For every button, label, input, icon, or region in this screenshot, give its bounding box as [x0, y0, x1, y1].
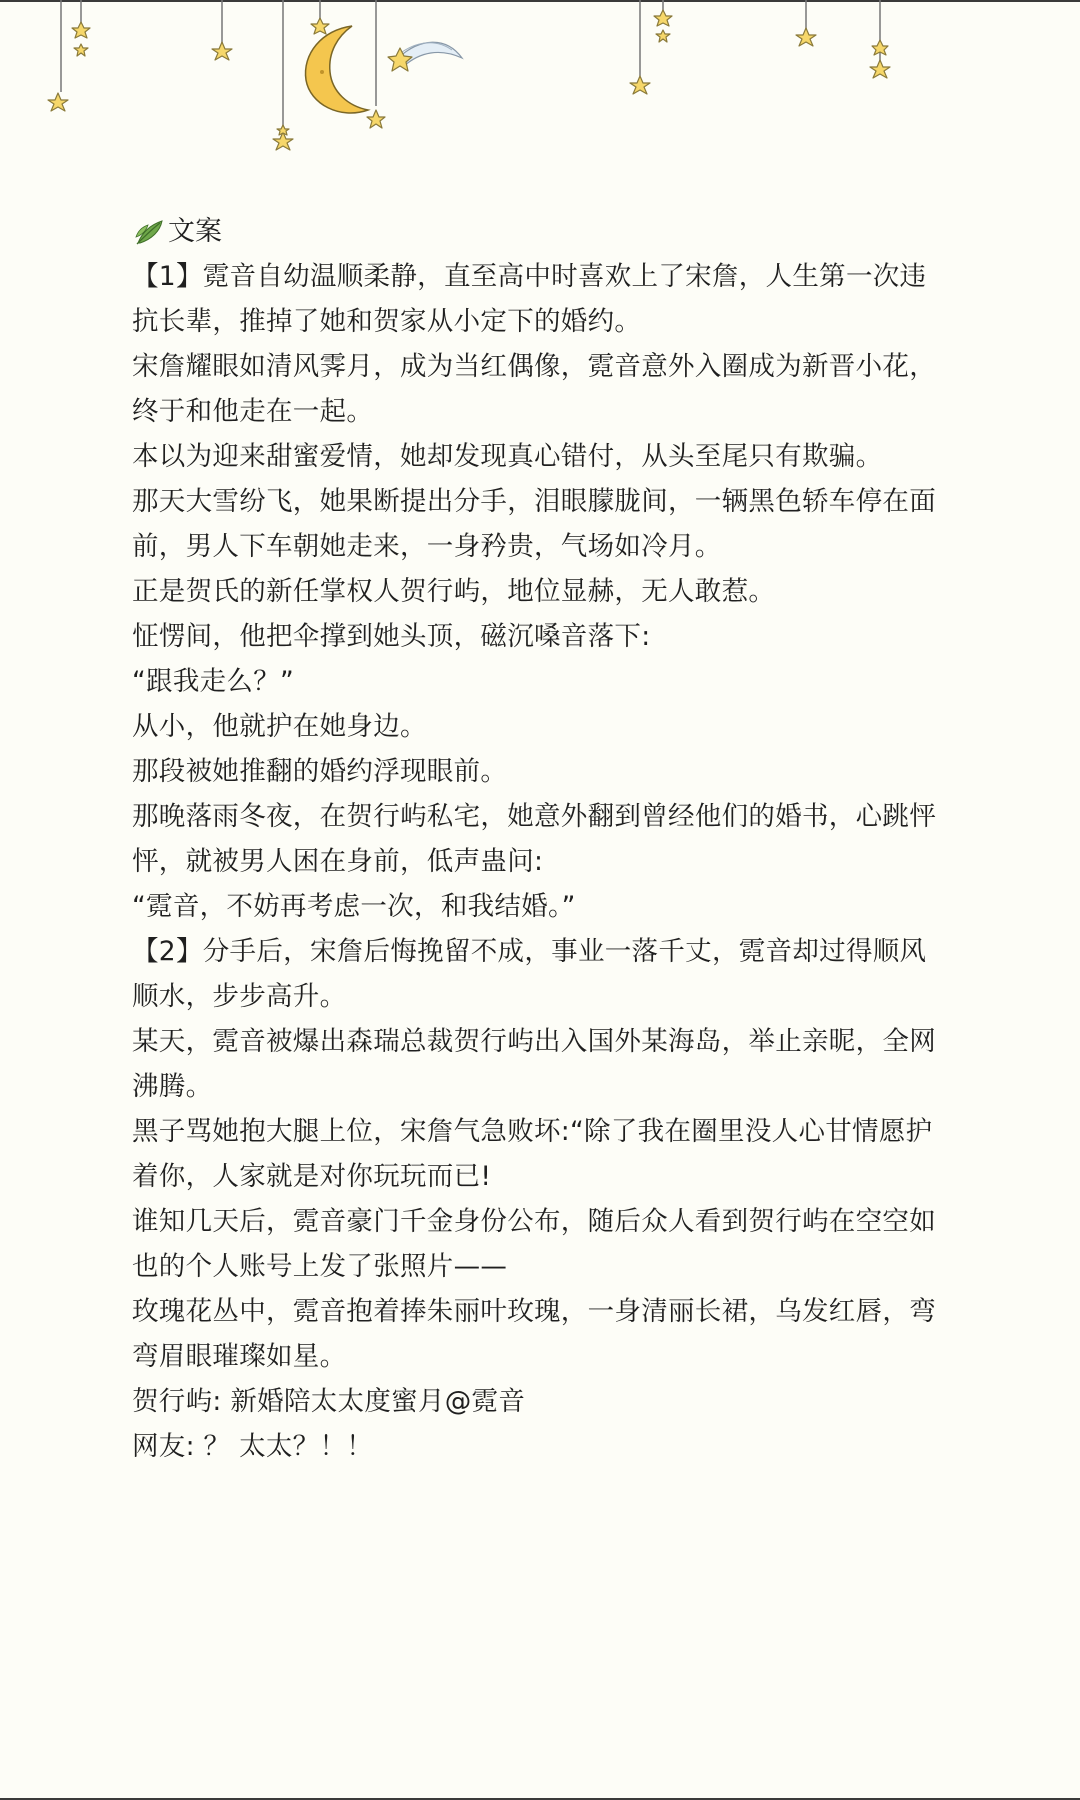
text-content: [132, 210, 952, 1469]
crescent-moon-icon: [305, 26, 368, 113]
paragraph: 那天大雪纷飞，她果断提出分手，泪眼朦胧间，一辆黑色轿车停在面前，男人下车朝她走来，一身矜贵，气场如冷月。: [132, 486, 936, 562]
section-heading: [132, 210, 952, 254]
hanging-star-icon: [630, 76, 650, 94]
paragraph: “跟我走么？”: [132, 666, 295, 697]
shooting-star-icon: [388, 42, 462, 71]
hanging-star-icon: [48, 93, 68, 111]
hanging-star-icon: [654, 10, 672, 26]
paragraph: 黑子骂她抱大腿上位，宋詹气急败坏:“除了我在圈里没人心甘情愿护着你，人家就是对你玩玩而已!: [132, 1116, 933, 1192]
paragraph: 网友: ？ 太太？！！: [132, 1431, 374, 1462]
hanging-star-icon: [311, 18, 329, 34]
leaf-icon: [132, 215, 166, 249]
paragraph: 【2】分手后，宋詹后悔挽留不成，事业一落千丈，霓音却过得顺风顺水，步步高升。: [132, 936, 927, 1012]
paragraph: 玫瑰花丛中，霓音抱着捧朱丽叶玫瑰，一身清丽长裙，乌发红唇，弯弯眉眼璀璨如星。: [132, 1296, 936, 1372]
paragraph: 从小，他就护在她身边。: [132, 711, 427, 742]
paragraph: 那段被她推翻的婚约浮现眼前。: [132, 756, 508, 787]
hanging-star-icon: [656, 30, 670, 42]
hanging-star-icon: [273, 132, 293, 150]
paragraph: 正是贺氏的新任掌权人贺行屿，地位显赫，无人敢惹。: [132, 576, 776, 607]
hanging-star-icon: [796, 28, 816, 46]
paragraph: 本以为迎来甜蜜爱情，她却发现真心错付，从头至尾只有欺骗。: [132, 441, 883, 472]
hanging-star-icon: [74, 44, 88, 56]
hanging-star-icon: [367, 110, 385, 128]
paragraph: “霓音，不妨再考虑一次，和我结婚。”: [132, 891, 576, 922]
paragraph: 谁知几天后，霓音豪门千金身份公布，随后众人看到贺行屿在空空如也的个人账号上发了张照片——: [132, 1206, 936, 1282]
paragraph: 那晚落雨冬夜，在贺行屿私宅，她意外翻到曾经他们的婚书，心跳怦怦，就被男人困在身前，低声蛊问:: [132, 801, 936, 877]
paragraph: 怔愣间，他把伞撑到她头顶，磁沉嗓音落下:: [132, 621, 651, 652]
paragraph: 【1】霓音自幼温顺柔静，直至高中时喜欢上了宋詹，人生第一次违抗长辈，推掉了她和贺家从小定下的婚约。: [132, 261, 927, 337]
hanging-star-icon: [277, 125, 289, 135]
paragraph: 某天，霓音被爆出森瑞总裁贺行屿出入国外某海岛，举止亲昵，全网沸腾。: [132, 1026, 936, 1102]
hanging-star-icon: [870, 60, 890, 78]
hanging-stars-decoration: [0, 0, 1080, 190]
paragraph: 贺行屿: 新婚陪太太度蜜月@霓音: [132, 1386, 526, 1417]
heading-text: 文案: [168, 216, 222, 247]
hanging-star-icon: [212, 42, 232, 60]
hanging-star-icon: [72, 22, 90, 38]
paragraph: 宋詹耀眼如清风霁月，成为当红偶像，霓音意外入圈成为新晋小花，终于和他走在一起。: [132, 351, 936, 427]
